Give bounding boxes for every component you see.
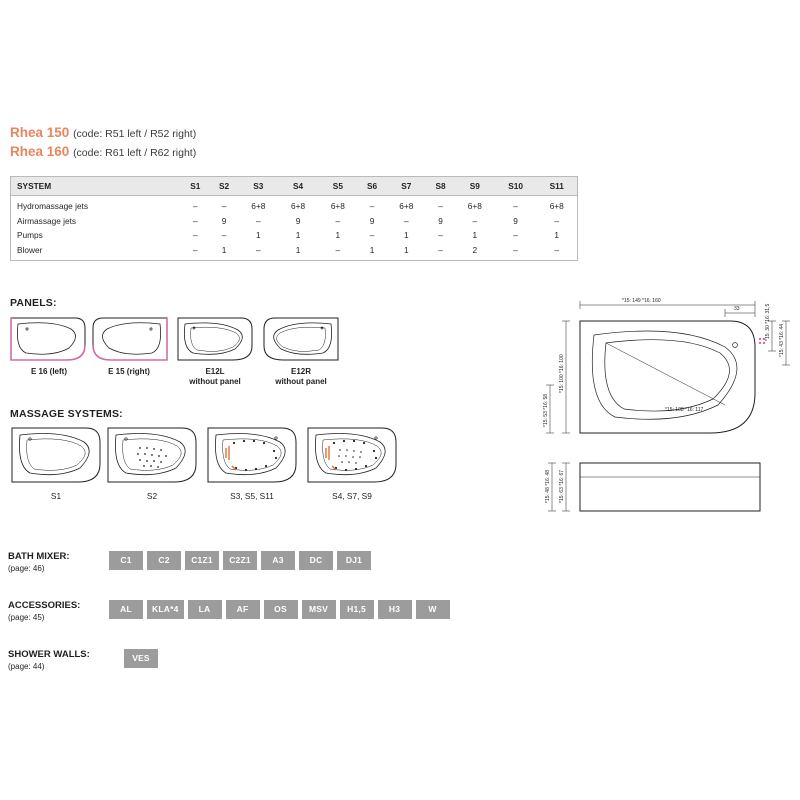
cell: – bbox=[404, 215, 409, 226]
cell: 6+8 bbox=[291, 201, 306, 211]
cell: – bbox=[193, 215, 198, 226]
column-header-s2: S2 bbox=[210, 177, 239, 196]
accessories-block bbox=[8, 600, 437, 623]
chip-msv[interactable]: MSV bbox=[302, 600, 336, 619]
column-header-system: SYSTEM bbox=[11, 177, 181, 196]
panel-note-e12l: without panel bbox=[189, 377, 241, 386]
cell: – bbox=[438, 201, 443, 211]
product-model-name: Rhea 160 bbox=[10, 144, 70, 159]
chip-dc[interactable]: DC bbox=[299, 551, 333, 570]
bath-mixer-block bbox=[8, 551, 363, 574]
panel-code-e12r: E12R bbox=[290, 367, 311, 376]
chip-c1z1[interactable]: C1Z1 bbox=[185, 551, 219, 570]
panel-thumbnail-e16 bbox=[9, 315, 89, 363]
panel-code-e12l: E12L bbox=[205, 367, 225, 376]
column-header-s6: S6 bbox=[358, 177, 387, 196]
cell: – bbox=[255, 215, 261, 226]
massage-option-s3-s5-s11 bbox=[202, 424, 302, 501]
accessories-chips bbox=[109, 600, 450, 619]
shower-walls-chips bbox=[124, 649, 158, 668]
cell: 6+8 bbox=[467, 201, 482, 211]
bath-panel-left-icon bbox=[9, 315, 89, 363]
dim-right-lower: *15: 43 *16: 44 bbox=[779, 323, 785, 357]
bath-system-s4-icon bbox=[304, 424, 400, 486]
massage-systems-heading: MASSAGE SYSTEMS: bbox=[10, 408, 123, 420]
cell: 1 bbox=[221, 244, 227, 255]
cell: 1 bbox=[404, 230, 409, 241]
shower-walls-block bbox=[8, 649, 150, 672]
row-label-blower: Blower bbox=[17, 244, 43, 255]
cell: – bbox=[369, 201, 375, 211]
chip-af[interactable]: AF bbox=[226, 600, 260, 619]
chip-w[interactable]: W bbox=[416, 600, 450, 619]
panel-note-e12r: without panel bbox=[275, 377, 327, 386]
cell: – bbox=[335, 215, 341, 226]
massage-thumbnail-s2 bbox=[104, 424, 200, 486]
panel-option-e15 bbox=[86, 315, 172, 377]
chip-kla4[interactable]: KLA*4 bbox=[147, 600, 184, 619]
panel-code-e15: E 15 (right) bbox=[108, 367, 150, 376]
technical-drawing-svg bbox=[520, 285, 800, 535]
bath-system-s1-icon bbox=[8, 424, 104, 486]
cell: – bbox=[221, 201, 227, 211]
shower-walls-page: (page: 44) bbox=[8, 662, 45, 671]
cell: – bbox=[438, 230, 443, 241]
cell: – bbox=[369, 230, 375, 241]
massage-option-s4-s7-s9 bbox=[302, 424, 402, 501]
technical-drawing bbox=[520, 285, 800, 535]
massage-label-s3-s5-s11: S3, S5, S11 bbox=[230, 491, 274, 501]
table-row bbox=[11, 196, 577, 214]
cell: 9 bbox=[221, 215, 227, 226]
panel-thumbnail-e12l bbox=[175, 315, 255, 363]
chip-h3[interactable]: H3 bbox=[378, 600, 412, 619]
panel-option-e12l bbox=[172, 315, 258, 387]
bath-mixer-page: (page: 46) bbox=[8, 564, 45, 573]
cell: 6+8 bbox=[549, 201, 564, 211]
table-row bbox=[11, 228, 577, 243]
massage-thumbnail-s3-s5-s11 bbox=[204, 424, 300, 486]
table-row bbox=[11, 242, 577, 259]
accessories-label: ACCESSORIES: bbox=[8, 600, 81, 611]
chip-dj1[interactable]: DJ1 bbox=[337, 551, 371, 570]
column-header-s11: S11 bbox=[536, 177, 577, 196]
chip-os[interactable]: OS bbox=[264, 600, 298, 619]
column-header-s3: S3 bbox=[238, 177, 278, 196]
cell: 6+8 bbox=[399, 201, 414, 211]
massage-label-s4-s7-s9: S4, S7, S9 bbox=[332, 491, 372, 501]
cell: – bbox=[193, 244, 198, 255]
dim-left-lower: *15: 53 *16: 58 bbox=[543, 393, 549, 427]
cell: – bbox=[193, 230, 198, 241]
cell: 9 bbox=[369, 215, 375, 226]
panel-caption-e15 bbox=[86, 367, 172, 377]
panels-row bbox=[6, 315, 366, 405]
bath-mixer-chips bbox=[109, 551, 371, 570]
product-title-block bbox=[10, 124, 430, 162]
bath-outline-right-icon bbox=[261, 315, 341, 363]
massage-thumbnail-s4-s7-s9 bbox=[304, 424, 400, 486]
cell: 1 bbox=[472, 230, 478, 241]
dim-right-upper: *15: 30 *16: 31,5 bbox=[765, 303, 771, 341]
cell: 1 bbox=[335, 230, 341, 241]
chip-c2z1[interactable]: C2Z1 bbox=[223, 551, 257, 570]
panel-thumbnail-e12r bbox=[261, 315, 341, 363]
cell: – bbox=[554, 215, 560, 226]
column-header-s5: S5 bbox=[318, 177, 358, 196]
panel-thumbnail-e15 bbox=[89, 315, 169, 363]
shower-walls-label: SHOWER WALLS: bbox=[8, 649, 90, 660]
column-header-s10: S10 bbox=[495, 177, 537, 196]
panel-caption-e12l bbox=[172, 367, 258, 387]
massage-label-s2: S2 bbox=[146, 491, 158, 501]
chip-ves[interactable]: VES bbox=[124, 649, 158, 668]
cell: 1 bbox=[404, 244, 409, 255]
panel-code-e16: E 16 (left) bbox=[30, 367, 67, 376]
bath-system-s3-icon bbox=[204, 424, 300, 486]
massage-label-s1: S1 bbox=[50, 491, 62, 501]
panels-section-heading: PANELS: bbox=[10, 297, 57, 309]
chip-al[interactable]: AL bbox=[109, 600, 143, 619]
bath-outline-left-icon bbox=[175, 315, 255, 363]
product-model-code: (code: R61 left / R62 right) bbox=[73, 147, 197, 159]
cell: 1 bbox=[295, 244, 301, 255]
panel-caption-e12r bbox=[258, 367, 344, 387]
product-title-row bbox=[10, 143, 430, 162]
column-header-s7: S7 bbox=[386, 177, 426, 196]
cell: – bbox=[193, 201, 198, 211]
massage-systems-row bbox=[6, 424, 406, 524]
table-row bbox=[11, 213, 577, 228]
bath-panel-right-icon bbox=[89, 315, 169, 363]
cell: 6+8 bbox=[330, 201, 345, 211]
dim-inner-width: *15: 108 *16: 117 bbox=[665, 407, 704, 413]
accessories-page: (page: 45) bbox=[8, 613, 45, 622]
chip-la[interactable]: LA bbox=[188, 600, 222, 619]
cell: 9 bbox=[295, 215, 301, 226]
massage-thumbnail-s1 bbox=[8, 424, 104, 486]
panel-caption-e16 bbox=[6, 367, 92, 377]
dim-front-height-right: *15: 48 *16: 48 bbox=[545, 469, 551, 503]
bath-mixer-label: BATH MIXER: bbox=[8, 551, 70, 562]
cell: 2 bbox=[472, 244, 478, 255]
cell: – bbox=[438, 244, 443, 255]
dim-front-height-left: *15: 63 *16: 67 bbox=[559, 469, 565, 503]
cell: 1 bbox=[369, 244, 375, 255]
panel-option-e12r bbox=[258, 315, 344, 387]
dim-left-height: *15: 100 *16: 100 bbox=[559, 354, 565, 393]
dim-top-offset: 33 bbox=[734, 306, 740, 312]
row-label-hydromassage-jets: Hydromassage jets bbox=[17, 201, 89, 211]
row-label-pumps: Pumps bbox=[17, 230, 43, 241]
product-model-name: Rhea 150 bbox=[10, 125, 70, 140]
row-label-airmassage-jets: Airmassage jets bbox=[17, 215, 77, 226]
cell: 9 bbox=[513, 215, 518, 226]
cell: 1 bbox=[295, 230, 301, 241]
chip-c1[interactable]: C1 bbox=[109, 551, 143, 570]
system-spec-table bbox=[10, 176, 578, 261]
cell: – bbox=[513, 201, 518, 211]
dim-top-width: *15: 149 *16: 160 bbox=[622, 298, 661, 304]
cell: – bbox=[554, 244, 560, 255]
chip-a3[interactable]: A3 bbox=[261, 551, 295, 570]
table-header-row bbox=[11, 177, 577, 196]
cell: 9 bbox=[438, 215, 443, 226]
column-header-s4: S4 bbox=[278, 177, 318, 196]
cell: – bbox=[255, 244, 261, 255]
panel-option-e16 bbox=[6, 315, 92, 377]
cell: – bbox=[335, 244, 341, 255]
massage-option-s1 bbox=[6, 424, 106, 501]
massage-option-s2 bbox=[102, 424, 202, 501]
column-header-s9: S9 bbox=[455, 177, 495, 196]
product-model-code: (code: R51 left / R52 right) bbox=[73, 128, 197, 140]
chip-c2[interactable]: C2 bbox=[147, 551, 181, 570]
product-title-row bbox=[10, 124, 430, 143]
bath-system-s2-icon bbox=[104, 424, 200, 486]
column-header-s8: S8 bbox=[426, 177, 455, 196]
cell: – bbox=[513, 244, 518, 255]
cell: 6+8 bbox=[251, 201, 266, 211]
cell: 1 bbox=[255, 230, 261, 241]
cell: – bbox=[513, 230, 518, 241]
cell: 1 bbox=[554, 230, 560, 241]
column-header-s1: S1 bbox=[181, 177, 210, 196]
cell: – bbox=[472, 215, 478, 226]
chip-h15[interactable]: H1,5 bbox=[340, 600, 374, 619]
cell: – bbox=[221, 230, 227, 241]
